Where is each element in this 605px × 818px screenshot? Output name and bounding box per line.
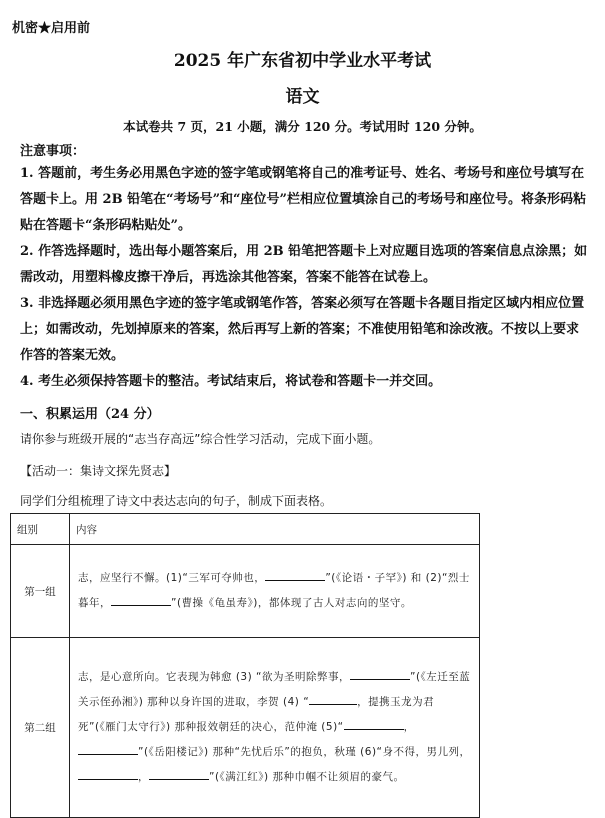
note-item: 1. 答题前，考生务必用黑色字迹的签字笔或钢笔将自己的准考证号、姓名、考场号和座位号填写在答题卡上。用 2B 铅笔在“考场号”和“座位号”栏相应位置填涂自己的考场号和座位号。将条形码粘贴在答题卡“条形码粘贴处”。 [20,166,586,233]
answer-blank[interactable] [78,767,138,780]
content-text: ”(《满江红》) 那种巾帼不让须眉的豪气。 [209,771,405,783]
answer-blank[interactable] [344,717,404,730]
subject-title: 语文 [285,87,320,107]
content-text: 志，应坚行不懈。(1)“三军可夺帅也， [78,572,266,584]
confidential-mark: 机密★启用前 [12,21,91,36]
table-row [11,545,480,638]
answer-blank[interactable] [149,767,209,780]
notes-list [20,161,588,395]
exam-title: 2025 年广东省初中学业水平考试 [173,51,432,71]
activity-description: 同学们分组梳理了诗文中表达志向的句子，制成下面表格。 [20,494,333,508]
content-text: ”(《论语・子罕》) 和 (2)“烈士暮年， [78,572,470,609]
answer-blank[interactable] [111,593,171,606]
row-content [70,638,480,818]
table-row [11,638,480,818]
sentences-table [10,513,480,818]
group-label: 第一组 [11,545,70,638]
answer-blank[interactable] [265,568,325,581]
answer-blank[interactable] [78,742,138,755]
content-text: ，提携玉龙为君死”(《雁门太守行》) 那种报效朝廷的决心，范仲淹 (5)“ [78,696,435,733]
section-title: 一、积累运用（24 分） [20,407,160,422]
answer-blank[interactable] [309,692,357,705]
content-text: ”(《左迁至蓝关示侄孙湘》) 那种以身许国的进取，李贺 (4) “ [78,671,471,708]
content-text: ”(《岳阳楼记》) 那种“先忧后乐”的抱负，秋瑾 (6)“身不得，男儿列， [138,746,471,758]
row-content [70,545,480,638]
content-text: 志，是心意所向。它表现为韩愈 (3) “欲为圣明除弊事， [78,671,350,683]
content-text: ， [138,771,149,783]
note-item: 3. 非选择题必须用黑色字迹的签字笔或钢笔作答，答案必须写在答题卡各题目指定区域内相应位置上；如需改动，先划掉原来的答案，然后再写上新的答案；不准使用铅笔和涂改液。不按以上要求作答的答案无效。 [20,296,585,363]
note-item: 2. 作答选择题时，选出每小题答案后，用 2B 铅笔把答题卡上对应题目选项的答案信息点涂黑；如需改动，用塑料橡皮擦干净后，再选涂其他答案，答案不能答在试卷上。 [20,244,588,285]
content-text: ， [403,721,415,733]
section-intro: 请你参与班级开展的“志当存高远”综合性学习活动，完成下面小题。 [20,432,381,446]
content-text: ”(曹操《龟虽寿》)，都体现了古人对志向的坚守。 [171,597,412,609]
activity-title: 【活动一：集诗文探先贤志】 [20,464,177,478]
answer-blank[interactable] [350,667,410,680]
exam-info: 本试卷共 7 页，21 小题，满分 120 分。考试用时 120 分钟。 [123,119,482,134]
group-label: 第二组 [11,638,70,818]
table-header-cell: 组别 [11,514,70,545]
note-item: 4. 考生必须保持答题卡的整洁。考试结束后，将试卷和答题卡一并交回。 [20,374,442,389]
table-header-cell: 内容 [70,514,480,545]
notes-heading: 注意事项： [20,144,86,159]
table-header-row [11,514,480,545]
